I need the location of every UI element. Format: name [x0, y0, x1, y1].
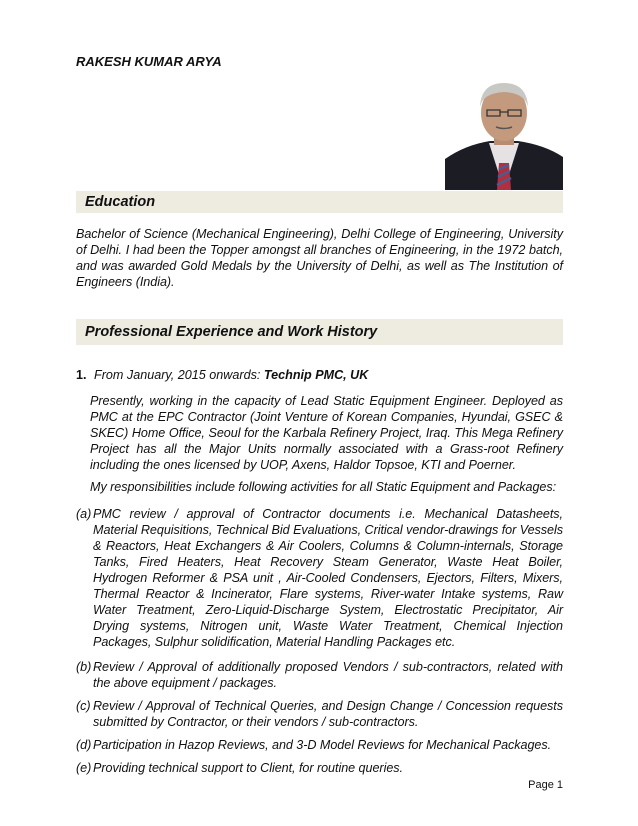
responsibility-item — [76, 506, 563, 650]
responsibility-item — [76, 659, 563, 691]
education-heading: Education — [85, 194, 156, 210]
responsibility-item — [76, 737, 563, 753]
job-entry-header — [76, 367, 563, 383]
education-text: Bachelor of Science (Mechanical Engineering), Delhi College of Engineering, University of Delhi. I had been the Topper amongst all branches of Engineering, in the 1972 batch, and was awarded Gold Medals by the University of Delhi, as well as The Institution of Engineers (India). — [76, 227, 563, 289]
job-description: Presently, working in the capacity of Lead Static Equipment Engineer. Deployed as PMC at the EPC Contractor (Joint Venture of Korean Companies, Hyundai, GSEC & SKEC) Home Office, Seoul for the Karbala Refinery Project, Iraq. This Mega Refinery Project has all the Major Units normally associated with a Grass-root Refinery including the ones licensed by UOP, Axens, Haldor Topsoe, KTI and Poerner. — [90, 394, 563, 472]
item-text: Providing technical support to Client, for routine queries. — [93, 761, 403, 775]
responsibilities-intro: My responsibilities include following activities for all Static Equipment and Packages: — [90, 480, 557, 494]
page-number: Page 1 — [528, 779, 563, 791]
item-label: (b) — [76, 660, 92, 674]
item-label: (a) — [76, 507, 92, 521]
job-company: Technip PMC, UK — [263, 368, 369, 382]
item-label: (c) — [76, 699, 91, 713]
document-body — [76, 54, 563, 792]
item-text: Review / Approval of Technical Queries, and Design Change / Concession requests submitted by Contractor, or their vendors / sub-contractors. — [93, 699, 563, 729]
experience-heading: Professional Experience and Work History — [85, 324, 378, 340]
job-number: 1. — [76, 368, 87, 382]
education-heading-bar — [76, 191, 563, 213]
experience-heading-bar — [76, 319, 563, 345]
responsibility-item — [76, 698, 563, 730]
item-text: Review / Approval of additionally proposed Vendors / sub-contractors, related with the above equipment / packages. — [93, 660, 563, 690]
item-label: (e) — [76, 761, 92, 775]
item-text: Participation in Hazop Reviews, and 3-D Model Reviews for Mechanical Packages. — [93, 738, 552, 752]
job-period: From January, 2015 onwards: — [94, 368, 261, 382]
item-label: (d) — [76, 738, 92, 752]
candidate-name: RAKESH KUMAR ARYA — [76, 54, 222, 69]
item-text: PMC review / approval of Contractor documents i.e. Mechanical Datasheets, Material Requisitions, Technical Bid Evaluations, Critical vendor-drawings for Vessels & Reactors, Heat Exchangers & Air Coolers, Columns & Column-internals, Storage Tanks, Fired Heaters, Heat Recovery Steam Generator, Waste Heat Boiler, Hydrogen Reformer & PSA unit , Air-Cooled Condensers, Ejectors, Filters, Mixers, Thermal Reactor & Incinerator, Flare systems, River-water Intake systems, Raw Water Treatment, Zero-Liquid-Discharge System, Electrostatic Precipitator, Air Drying systems, Nitrogen unit, Waste Water Treatment, Chemical Injection Packages, Sulphur solidification, Material Handling Packages etc. — [93, 507, 563, 649]
responsibility-item — [76, 760, 563, 776]
